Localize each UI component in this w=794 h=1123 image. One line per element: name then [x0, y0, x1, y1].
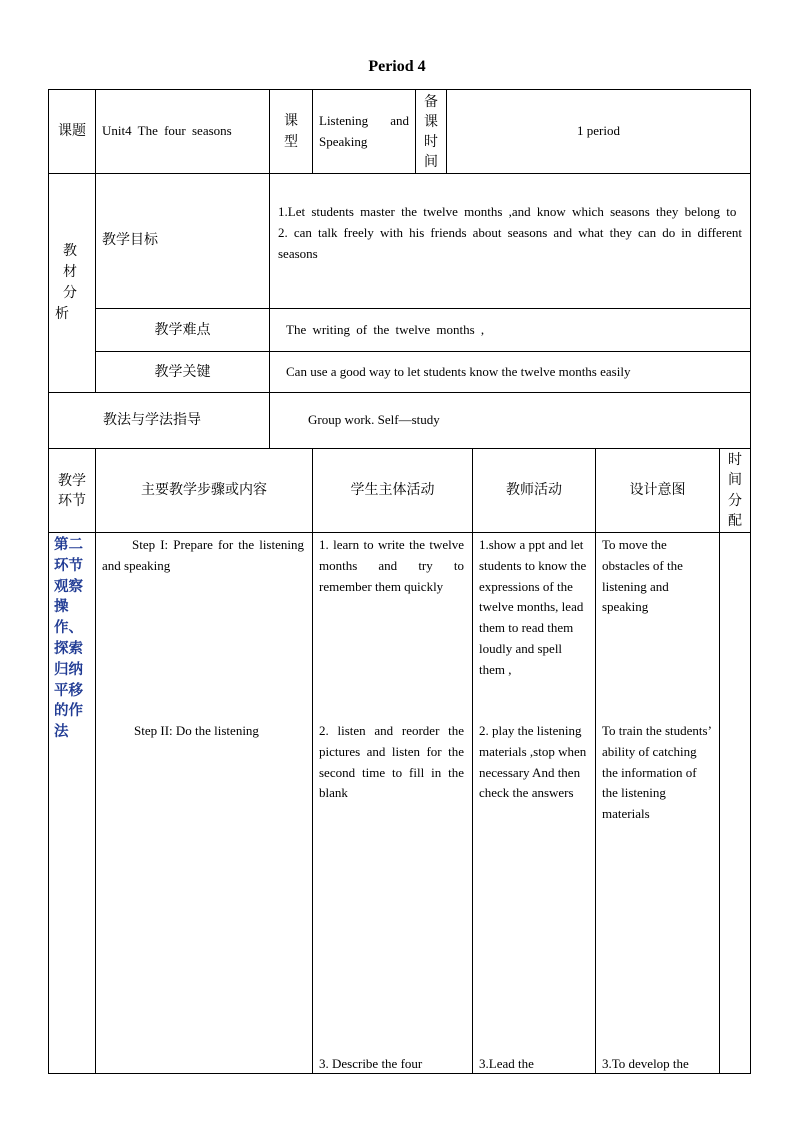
step-1: Step I: Prepare for the listening and speaking	[102, 537, 304, 573]
prep-label: 备 课 时 间	[416, 90, 447, 174]
process-table	[48, 448, 751, 1074]
stage-label: 第二环节观察操作、探索归纳平移的作法	[49, 533, 96, 1074]
topic-label: 课题	[49, 90, 96, 174]
method-text: Group work. Self—study	[270, 393, 751, 449]
teacher-activity-1: 1.show a ppt and let students to know the expressions of the twelve months, lead them to read them loudly and spell them ,	[479, 537, 587, 677]
steps-cell	[96, 533, 313, 1074]
key-text: Can use a good way to let students know the twelve months easily	[270, 352, 751, 393]
method-label: 教法与学法指导	[49, 393, 270, 449]
col-time: 时 间 分 配	[720, 449, 751, 533]
step-2: Step II: Do the listening	[134, 723, 259, 738]
page-title: Period 4	[368, 58, 426, 75]
col-teacher: 教师活动	[473, 449, 596, 533]
student-activity-2: 2. listen and reorder the pictures and listen for the second time to fill in the blank	[319, 723, 464, 801]
type-value: Listening and Speaking	[313, 90, 416, 174]
lesson-plan-table	[48, 89, 751, 174]
difficulty-label: 教学难点	[96, 309, 270, 352]
student-activity-3: 3. Describe the four	[319, 1056, 423, 1071]
col-stage: 教学 环节	[49, 449, 96, 533]
type-label: 课 型	[270, 90, 313, 174]
intent-cell	[596, 533, 720, 1074]
intent-3: 3.To develop the	[602, 1056, 689, 1071]
col-steps: 主要教学步骤或内容	[96, 449, 313, 533]
header-row	[49, 90, 751, 174]
student-cell	[313, 533, 473, 1074]
student-activity-1: 1. learn to write the twelve months and try to remember them quickly	[319, 537, 464, 594]
teacher-activity-2: 2. play the listening materials ,stop when necessary And then check the answers	[479, 723, 587, 801]
analysis-table	[48, 173, 751, 449]
prep-value: 1 period	[447, 90, 751, 174]
time-cell	[720, 533, 751, 1074]
teacher-activity-3: 3.Lead the	[479, 1056, 534, 1071]
intent-1: To move the obstacles of the listening and speaking	[602, 537, 683, 615]
col-intent: 设计意图	[596, 449, 720, 533]
col-student: 学生主体活动	[313, 449, 473, 533]
topic-value: Unit4 The four seasons	[96, 90, 270, 174]
difficulty-text: The writing of the twelve months ,	[270, 309, 751, 352]
teacher-cell	[473, 533, 596, 1074]
analysis-section-label: 教 材 分 析	[49, 174, 96, 393]
key-label: 教学关键	[96, 352, 270, 393]
goal-label: 教学目标	[96, 174, 270, 309]
intent-2: To train the students’ ability of catching the information of the listening materials	[602, 723, 711, 822]
goal-text: 1.Let students master the twelve months ,and know which seasons they belong to 2. can talk freely with his friends about seasons and what they can do in different seasons	[270, 174, 751, 309]
